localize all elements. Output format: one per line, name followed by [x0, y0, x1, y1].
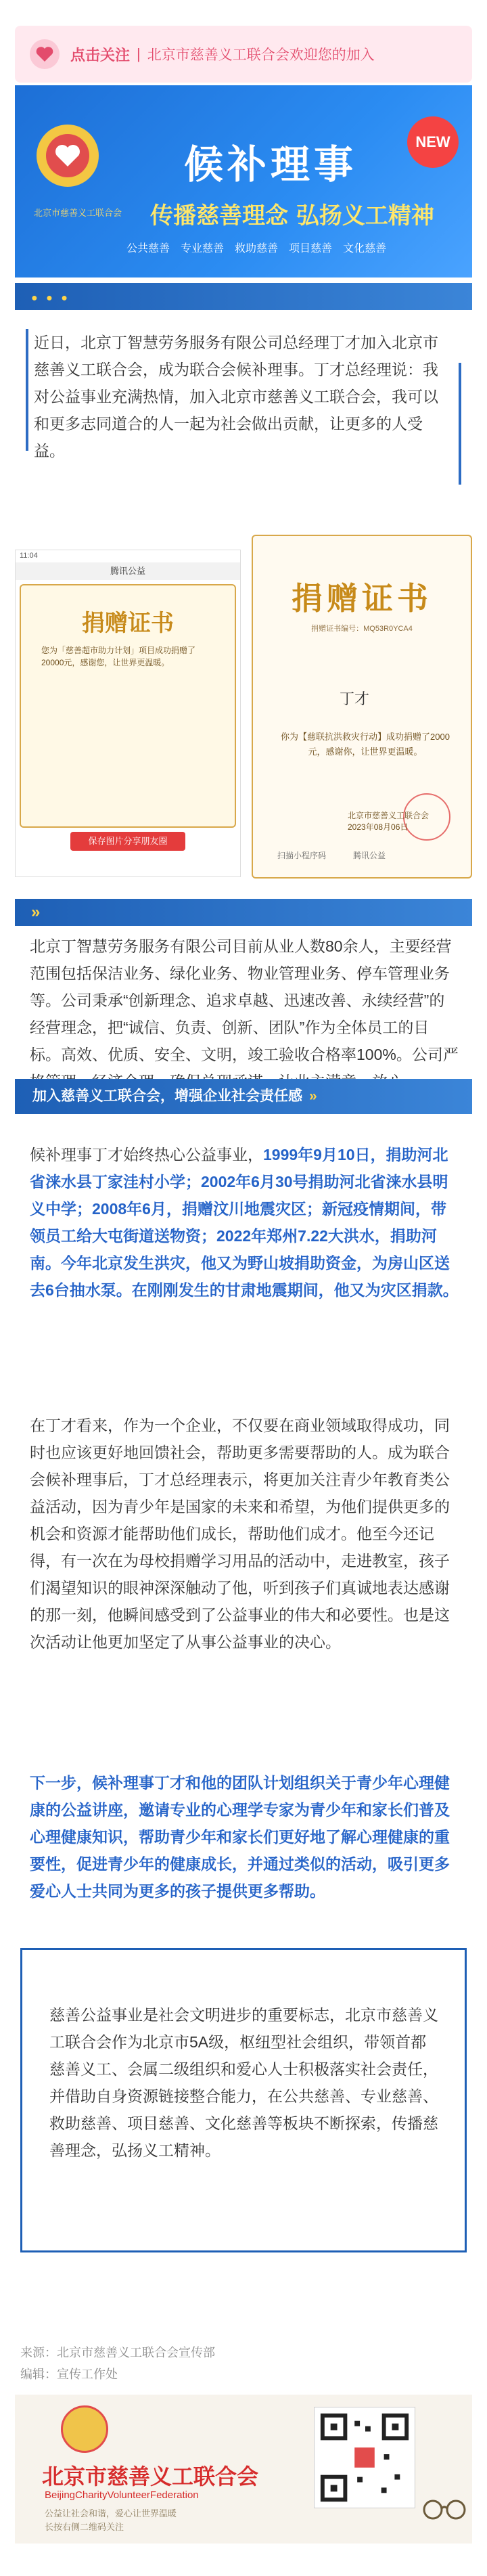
source-editor: 编辑：宣传工作处	[20, 2368, 118, 2381]
category-item: 公共慈善	[126, 243, 170, 254]
heart-icon	[26, 35, 64, 73]
banner-categories	[126, 240, 386, 255]
source-from: 来源：北京市慈善义工联合会宣传部	[20, 2346, 215, 2359]
summary-box	[20, 1948, 467, 2252]
cert-footer	[277, 849, 386, 861]
cert-title: 捐赠证书	[292, 580, 432, 617]
follow-label[interactable]: 点击关注	[70, 46, 131, 64]
banner-title: 候补理事	[184, 141, 358, 187]
dots-icon: ● ● ●	[31, 292, 70, 304]
separator: |	[137, 45, 141, 62]
new-badge: NEW	[407, 116, 459, 168]
cert-footer-left: 扫描小程序码	[277, 851, 327, 860]
category-item: 救助慈善	[235, 243, 279, 254]
double-chevron-icon: »	[31, 903, 41, 921]
banner	[15, 85, 472, 277]
section-heading	[15, 1079, 472, 1114]
category-item: 项目慈善	[289, 243, 333, 254]
cert-org: 北京市慈善义工联合会 2023年08月06日	[348, 811, 430, 832]
share-button[interactable]: 保存图片分享朋友圈	[70, 832, 185, 851]
phone-status-time: 11:04	[20, 552, 38, 560]
category-item: 文化慈善	[343, 243, 387, 254]
phone-screenshot	[15, 550, 241, 877]
qr-code-icon[interactable]	[314, 2407, 415, 2508]
follow-bar[interactable]	[15, 26, 472, 83]
glasses-icon	[421, 2496, 468, 2523]
source-info	[20, 2342, 215, 2385]
plan-paragraph: 下一步，候补理事丁才和他的团队计划组织关于青少年心理健康的公益讲座，邀请专业的心理学专家为青少年和家长们普及心理健康知识，帮助青少年和家长们更好地了解心理健康的重要性，促进青少年的健康成长，并通过类似的活动，吸引更多爱心人士共同为更多的孩子提供更多帮助。	[30, 1774, 450, 1900]
summary-text: 慈善公益事业是社会文明进步的重要标志，北京市慈善义工联合会作为北京市5A级，枢纽型社会组织，带领首都慈善义工、会属二级组织和爱心人士积极落实社会责任，并借助自身资源链接整合能力，在公共慈善、专业慈善、救助慈善、项目慈善、文化慈善等板块不断探索，传播慈善理念，弘扬义工精神。	[49, 2006, 438, 2159]
history-paragraph	[30, 1141, 460, 1304]
donation-certificate	[252, 535, 472, 879]
company-paragraph: 北京丁智慧劳务服务有限公司目前从业人数80余人，主要经营范围包括保洁业务、绿化业务、物业管理业务、停车管理业务等。公司秉承“创新理念、追求卓越、迅速改善、永续经营”的经营理念，把“诚信、负责、创新、团队”作为全体员工的目标。高效、优质、安全、文明，竣工验收合格率100%。公司严	[30, 937, 459, 1063]
footer-org-name: 北京市慈善义工联合会	[42, 2464, 259, 2489]
phone-certificate	[20, 584, 236, 828]
section-heading-text: 加入慈善义工联合会，增强企业社会责任感	[32, 1088, 302, 1104]
footer-banner	[15, 2395, 472, 2544]
banner-org-label: 北京市慈善义工联合会	[34, 208, 122, 218]
footer-slogan: 公益让社会和谐，爱心让世界温暖 长按右侧二维码关注	[45, 2508, 177, 2532]
category-item: 专业慈善	[181, 243, 225, 254]
responsibility-paragraph: 在丁才看来，作为一个企业，不仅要在商业领域取得成功，同时也应该更好地回馈社会，帮助更多需要帮助的人。成为联合会候补理事后，丁才总经理表示，将更加关注青少年教育类公益活动，因为青少年是国家的未来和希望，为他们提供更多的机会和资源才能帮助他们成长，帮助他们成才。他至今还记得，有一次在为母校捐赠学习用品的活动中，走进教室，孩子们渴望知识的眼神深深触动了他，听到孩子们真诚地表达感谢的那一刻，他瞬间感受到了公益事业的伟大和必要性。也是这次活动让他更加坚定了从事公益事业的决心。	[30, 1417, 450, 1651]
cert-message: 你为【慈联抗洪救灾行动】成功捐赠了2000元，感谢你，让世界更温暖。	[281, 732, 450, 757]
phone-cert-title: 捐赠证书	[82, 610, 174, 637]
federation-logo-icon	[61, 2405, 108, 2453]
cert-footer-right: 腾讯公益	[353, 851, 386, 860]
federation-logo-icon	[34, 115, 101, 196]
footer-org-en: BeijingCharityVolunteerFederation	[45, 2489, 199, 2501]
history-highlight: 1999年9月10日，捐助河北省涞水县丁家洼村小学；2002年6月30号捐助河北省涞水县明义中学；2008年6月，捐赠汶川地震灾区；新冠疫情期间，带领员工给大屯街道送物资；2022年郑州7.22大洪水，捐助河南。今年北京发生洪灾，他又为野山坡捐助资金，为房山区送去6台抽水泵。在刚刚发生的甘肃地震期间，他又为灾区捐款。	[30, 1146, 459, 1299]
welcome-text: 北京市慈善义工联合会欢迎您的加入	[147, 47, 375, 63]
double-chevron-icon: »	[309, 1088, 317, 1104]
section-divider	[15, 899, 472, 926]
banner-slogan: 传播慈善理念 弘扬义工精神	[150, 202, 434, 229]
section-divider	[15, 283, 472, 310]
cert-number: 捐赠证书编号：MQ53R0YCA4	[311, 625, 413, 633]
phone-cert-text: 您为「慈善超市助力计划」项目成功捐赠了20000元，感谢您，让世界更温暖。	[41, 646, 196, 667]
history-lead: 候补理事丁才始终热心公益事业，	[30, 1146, 263, 1163]
intro-paragraph: 近日，北京丁智慧劳务服务有限公司总经理丁才加入北京市慈善义工联合会，成为联合会候补理事。丁才总经理说：我对公益事业充满热情，加入北京市慈善义工联合会，我可以和更多志同道合的人一起为社会做出贡献，让更多的人受益。	[34, 329, 453, 464]
phone-nav-title: 腾讯公益	[16, 562, 240, 580]
cert-name: 丁才	[340, 690, 370, 707]
